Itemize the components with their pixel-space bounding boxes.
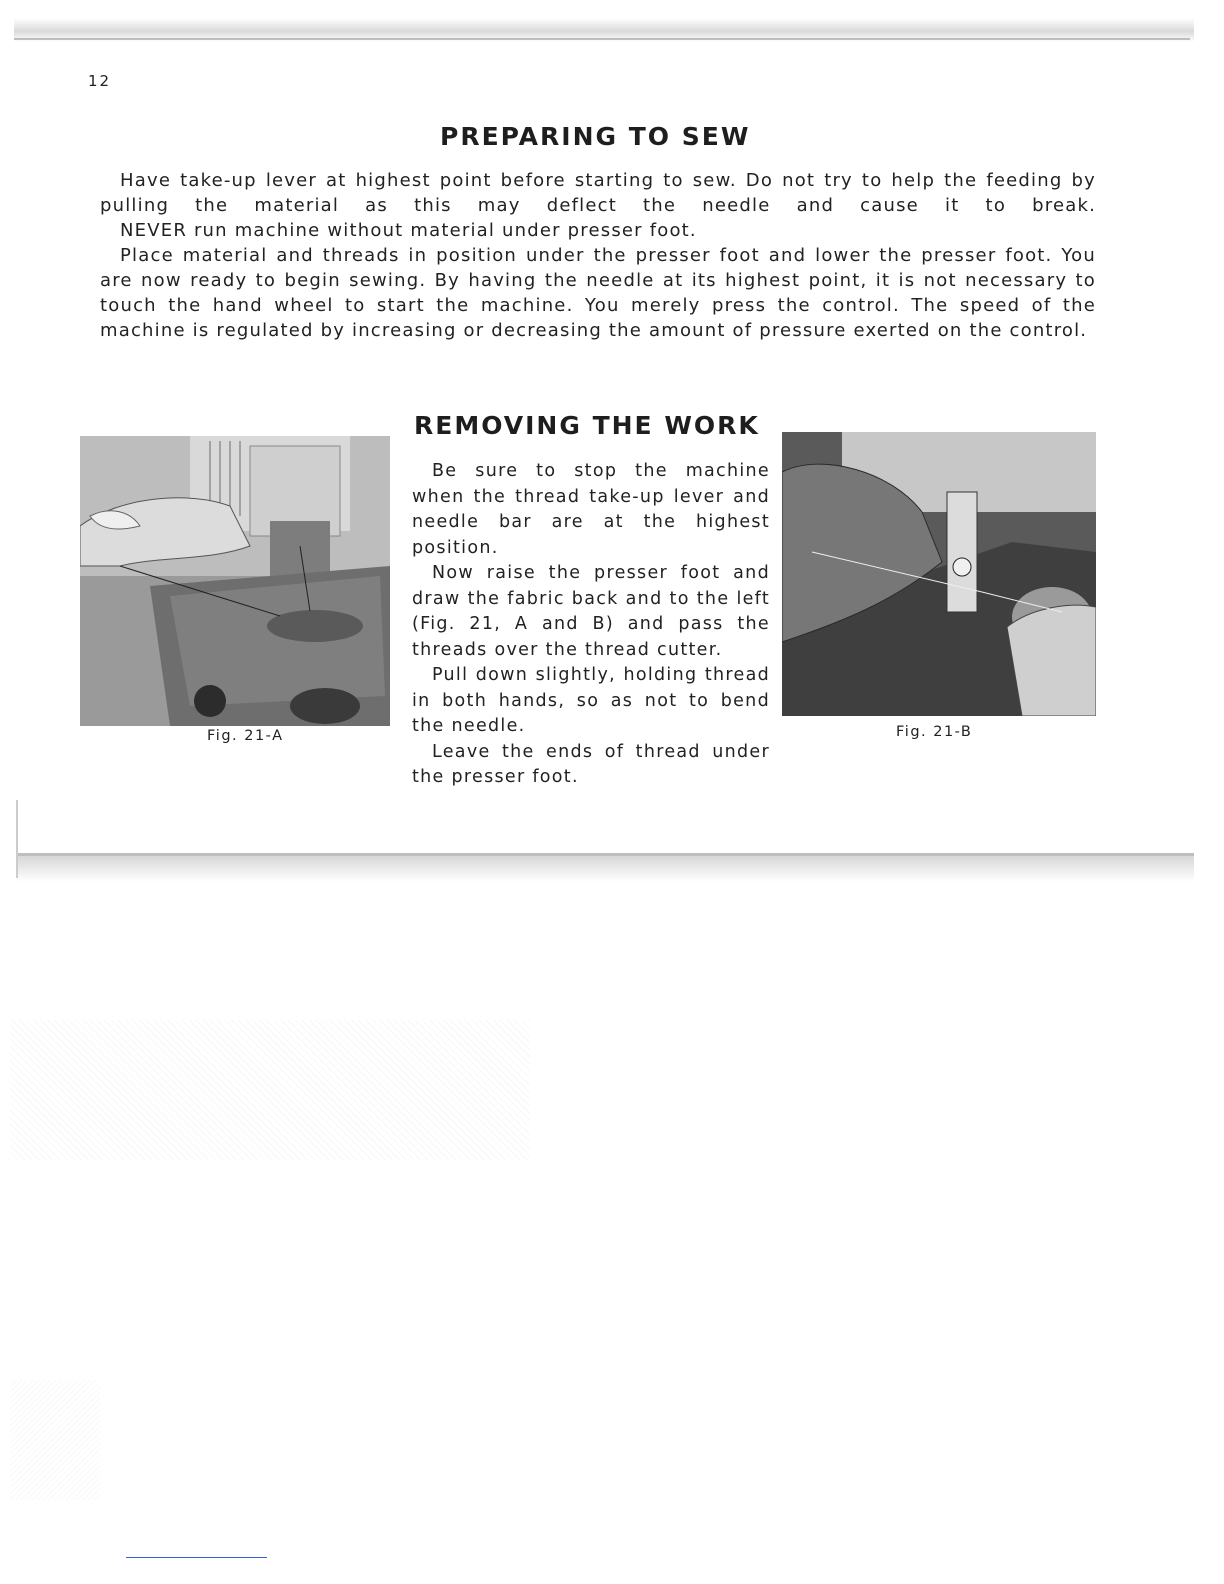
figure-caption: Fig. 21-A <box>207 728 284 744</box>
scan-noise <box>10 1380 100 1500</box>
paragraph: Have take-up lever at highest point before starting to sew. Do not try to help the feeding by pulling the material as this may deflect the needle and cause it to break. <box>100 170 1096 216</box>
paragraph: Leave the ends of thread under the presser foot. <box>412 741 770 787</box>
figure-21a-photo <box>80 436 390 726</box>
page-number: 12 <box>88 72 112 90</box>
scan-shadow-bottom <box>18 856 1194 882</box>
figure-caption: Fig. 21-B <box>896 724 973 740</box>
paragraph: Place material and threads in position under the presser foot and lower the presser foot. You are now ready to begin sewing. By having the needle at its highest point, it is not necessary to touch the hand wheel to start the machine. You merely press the control. The speed of the machine is regulated by increasing or decreasing the amount of pressure exerted on the control. <box>100 245 1096 341</box>
paragraph: Be sure to stop the machine when the thread take-up lever and needle bar are at the highest position. <box>412 461 770 558</box>
figure-21b-photo <box>782 432 1096 716</box>
scan-edge-top <box>14 38 1190 40</box>
removing-body <box>412 459 770 791</box>
preparing-body <box>100 168 1096 343</box>
section-title-preparing: PREPARING TO SEW <box>440 122 751 151</box>
paragraph: NEVER run machine without material under presser foot. <box>120 220 697 241</box>
scan-mark <box>126 1557 267 1558</box>
paragraph: Pull down slightly, holding thread in both hands, so as not to bend the needle. <box>412 665 770 736</box>
section-title-removing: REMOVING THE WORK <box>414 411 760 440</box>
paragraph: Now raise the presser foot and draw the fabric back and to the left (Fig. 21, A and B) and pass the threads over the thread cutter. <box>412 563 770 660</box>
scan-noise <box>10 1020 530 1160</box>
